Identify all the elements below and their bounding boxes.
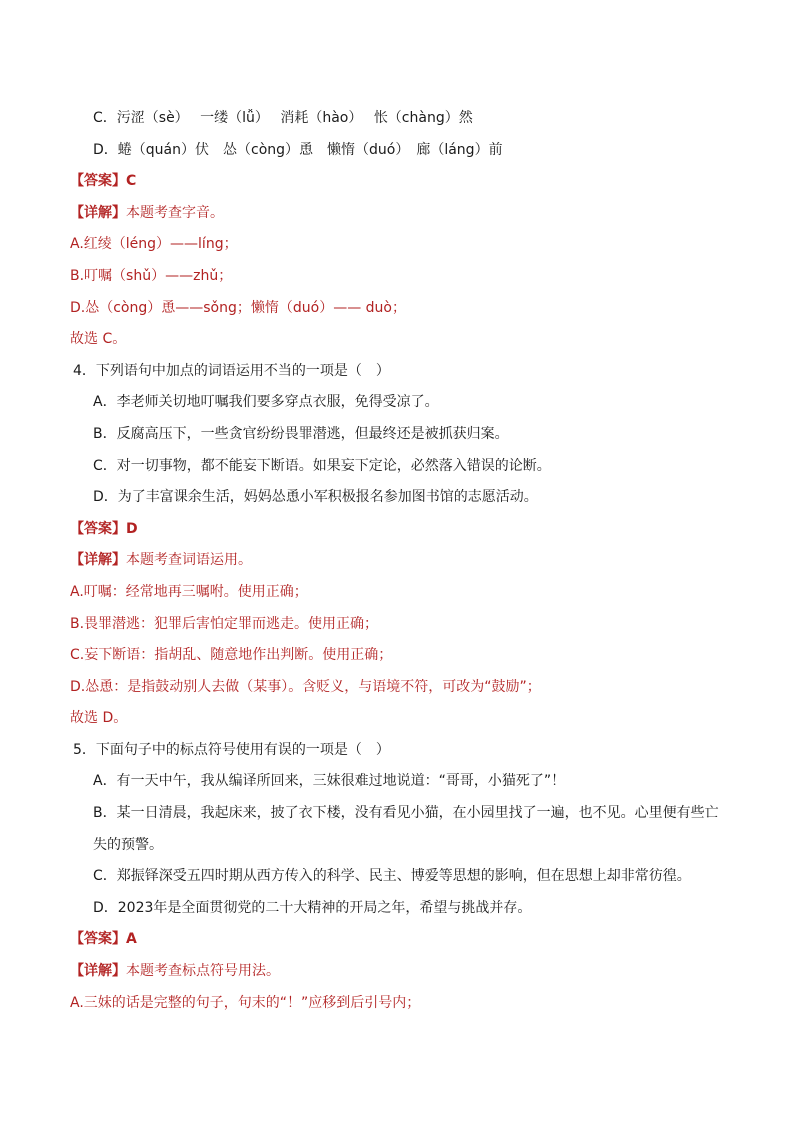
detail-tag: 【详解】 (70, 963, 126, 980)
q5-option-b-line1: B．某一日清晨，我起床来，披了衣下楼，没有看见小猫，在小园里找了一遍，也不见。心里便有些亡 (93, 805, 719, 822)
answer-line-prev (70, 166, 734, 198)
detail-item: A.红绫（léng）——líng； (70, 236, 238, 253)
q4-option-c: C．对一切事物，都不能妄下断语。如果妄下定论，必然落入错误的论断。 (93, 457, 551, 474)
detail-item: D.怂（còng）恿——sǒng；懒惰（duó）—— duò； (70, 299, 406, 316)
detail-item: B.畏罪潜逃：犯罪后害怕定罪而逃走。使用正确； (70, 615, 379, 632)
q5-option-c: C．郑振铎深受五四时期从西方传入的科学、民主、博爱等思想的影响，但在思想上却非常彷徨。 (93, 868, 691, 885)
q5-option-a: A．有一天中午，我从编译所回来，三妹很难过地说道：“哥哥，小猫死了”！ (93, 773, 566, 790)
detail-item: C.妄下断语：指胡乱、随意地作出判断。使用正确； (70, 647, 393, 664)
detail-line-prev (70, 198, 734, 230)
question-5-stem: 5．下面句子中的标点符号使用有误的一项是（ ） (73, 741, 390, 758)
detail-item: A.叮嘱：经常地再三嘱咐。使用正确； (70, 583, 308, 600)
option-c-prev: C．污涩（sè） 一缕（lǚ） 消耗（hào） 怅（chàng）然 (93, 110, 473, 126)
detail-item: A.三妹的话是完整的句子，句末的“！”应移到后引号内； (70, 994, 421, 1011)
detail-intro: 本题考查标点符号用法。 (126, 963, 280, 980)
answer-tag: 【答案】 (70, 931, 126, 948)
question-4-stem: 4．下列语句中加点的词语运用不当的一项是（ ） (73, 362, 390, 379)
answer-line-q4 (70, 514, 734, 546)
detail-intro: 本题考查词语运用。 (126, 552, 252, 569)
answer-tag: 【答案】 (70, 173, 126, 190)
answer-value: D (126, 520, 138, 537)
detail-line-q5 (70, 956, 734, 988)
conclusion: 故选 D。 (70, 710, 128, 727)
detail-line-q4 (70, 545, 734, 577)
detail-intro: 本题考查字音。 (126, 204, 224, 221)
detail-tag: 【详解】 (70, 204, 126, 221)
conclusion: 故选 C。 (70, 331, 127, 348)
answer-value: A (126, 931, 137, 948)
option-d-prev: D．蜷（quán）伏 怂（còng）恿 懒惰（duó） 廊（láng）前 (93, 141, 503, 158)
answer-value: C (126, 173, 137, 190)
answer-tag: 【答案】 (70, 520, 126, 537)
q4-option-d: D．为了丰富课余生活，妈妈怂恿小军积极报名参加图书馆的志愿活动。 (93, 489, 538, 506)
q5-option-d: D．2023年是全面贯彻党的二十大精神的开局之年，希望与挑战并存。 (93, 899, 532, 916)
detail-item: D.怂恿：是指鼓动别人去做（某事）。含贬义，与语境不符，可改为“鼓励”； (70, 678, 541, 695)
q4-option-a: A．李老师关切地叮嘱我们要多穿点衣服，免得受凉了。 (93, 394, 439, 411)
q4-option-b: B．反腐高压下，一些贪官纷纷畏罪潜逃，但最终还是被抓获归案。 (93, 425, 509, 442)
detail-item: B.叮嘱（shǔ）——zhǔ； (70, 267, 233, 284)
detail-tag: 【详解】 (70, 552, 126, 569)
answer-line-q5 (70, 924, 734, 956)
q5-option-b-line2: 失的预警。 (93, 836, 163, 853)
